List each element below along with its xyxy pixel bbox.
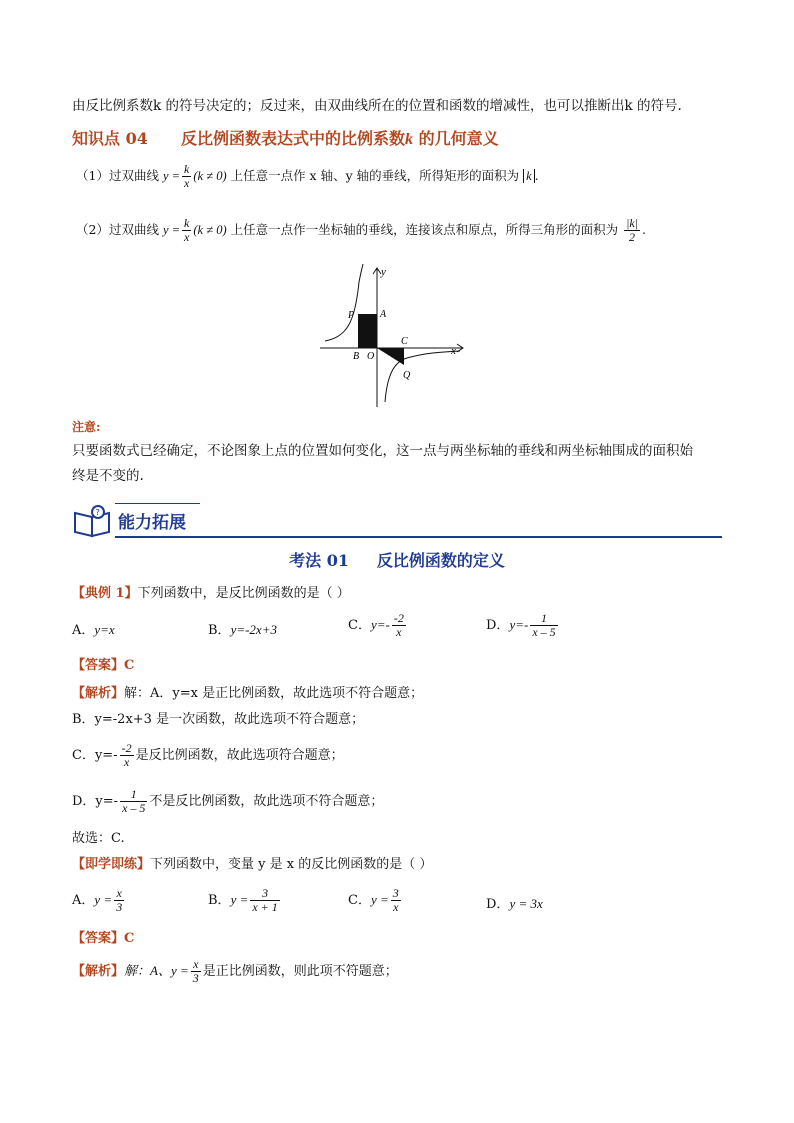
- hyperbola-diagram: [315, 262, 475, 412]
- section-title: 能力拓展: [118, 513, 186, 533]
- example-1-option-a[interactable]: A．y=x: [72, 622, 115, 638]
- item-2-end: .: [642, 222, 646, 237]
- label-Q: Q: [403, 370, 411, 381]
- method-title: 考法 01 反比例函数的定义: [289, 551, 505, 570]
- label-P: P: [348, 310, 355, 321]
- item-1-condition: (k ≠ 0): [193, 169, 227, 183]
- label-B: B: [353, 351, 360, 362]
- example-1-option-b[interactable]: B．y=-2x+3: [208, 622, 277, 638]
- practice-answer: 【答案】C: [72, 931, 135, 946]
- label-A: A: [380, 309, 387, 320]
- example-1-analysis-line-1: 【解析】解：A．y=x 是正比例函数，故此选项不符合题意；: [72, 686, 424, 701]
- book-icon: [72, 503, 114, 539]
- example-1-option-c[interactable]: C．y=- $\frac{-2}{x}$: [348, 611, 404, 639]
- item-1-abs-k: k: [523, 169, 535, 183]
- label-x: x: [451, 345, 456, 357]
- practice-option-c[interactable]: C．y = $\frac{3}{x}$: [348, 886, 399, 914]
- example-1-question: [72, 584, 350, 604]
- note-line-2: 终是不变的.: [72, 468, 144, 484]
- practice-question-text: 下列函数中，变量 y 是 x 的反比例函数的是（ ）: [150, 857, 433, 872]
- label-C: C: [401, 336, 408, 347]
- example-1-conclusion: 故选：C.: [72, 831, 125, 846]
- example-1-analysis-line-3: C．y=- $\frac{-2}{x}$ 是反比例函数，故此选项符合题意；: [72, 741, 344, 769]
- item-2-condition: (k ≠ 0): [193, 223, 227, 237]
- practice-option-d[interactable]: D．y = 3x: [486, 896, 543, 912]
- item-1-end: .: [534, 168, 539, 183]
- knowledge-number: 知识点 04: [72, 129, 148, 148]
- example-1-question-text: 下列函数中，是反比例函数的是（ ）: [137, 586, 350, 601]
- item-1-lead: （1）过双曲线: [76, 168, 163, 183]
- item-1-fraction: $\frac{k}{x}$: [184, 162, 190, 190]
- practice-option-b[interactable]: B．y = $\frac{3}{x + 1}$: [208, 886, 278, 914]
- section-top-rule: [115, 503, 200, 504]
- item-1-text: 上任意一点作 x 轴、y 轴的垂线，所得矩形的面积为: [226, 168, 524, 183]
- practice-option-a[interactable]: A．y = $\frac{x}{3}$: [72, 886, 123, 914]
- practice-question: [72, 855, 432, 875]
- item-2-y: y =: [162, 223, 181, 237]
- item-2-result-fraction: $\frac{|k|}{2}$: [626, 216, 638, 244]
- practice-tag: 【即学即练】: [72, 857, 151, 872]
- knowledge-title: 反比例函数表达式中的比例系数: [181, 129, 406, 148]
- label-y: y: [381, 266, 386, 278]
- note-line-1: 只要函数式已经确定，不论图象上点的位置如何变化，这一点与两坐标轴的垂线和两坐标轴围成的面积始: [72, 443, 693, 459]
- example-1-answer: 【答案】C: [72, 658, 135, 673]
- note-label: 注意:: [72, 420, 101, 434]
- knowledge-title-suffix: 的几何意义: [413, 129, 499, 148]
- item-1-y: y =: [162, 169, 181, 183]
- intro-text: 由反比例系数k 的符号决定的；反过来，由双曲线所在的位置和函数的增减性，也可以推断出k 的符号.: [72, 98, 682, 114]
- section-rule: [115, 536, 722, 538]
- practice-analysis: 【解析】解：A、y = $\frac{x}{3}$ 是正比例函数，则此项不符题意；: [72, 957, 398, 985]
- example-1-option-d[interactable]: D．y=- $\frac{1}{x - 5}$: [486, 611, 556, 639]
- item-2-text: 上任意一点作一坐标轴的垂线，连接该点和原点，所得三角形的面积为: [226, 222, 623, 237]
- knowledge-item-2: [76, 217, 646, 244]
- triangle-area: [377, 348, 404, 365]
- knowledge-heading: [72, 126, 499, 149]
- example-1-analysis-line-4: D．y=- $\frac{1}{x - 5}$ 不是反比例函数，故此选项不符合题意；: [72, 787, 384, 815]
- example-1-tag: 【典例 1】: [72, 586, 138, 601]
- svg-text:?: ?: [95, 508, 100, 517]
- hyperbola-branch-left: [325, 264, 363, 341]
- example-1-analysis-line-2: B．y=-2x+3 是一次函数，故此选项不符合题意；: [72, 712, 365, 727]
- knowledge-title-k: k: [405, 131, 414, 148]
- knowledge-item-1: [76, 163, 539, 190]
- item-2-lead: （2）过双曲线: [76, 222, 163, 237]
- rectangle-area: [358, 314, 377, 348]
- label-O: O: [367, 351, 375, 362]
- item-2-fraction: $\frac{k}{x}$: [184, 216, 190, 244]
